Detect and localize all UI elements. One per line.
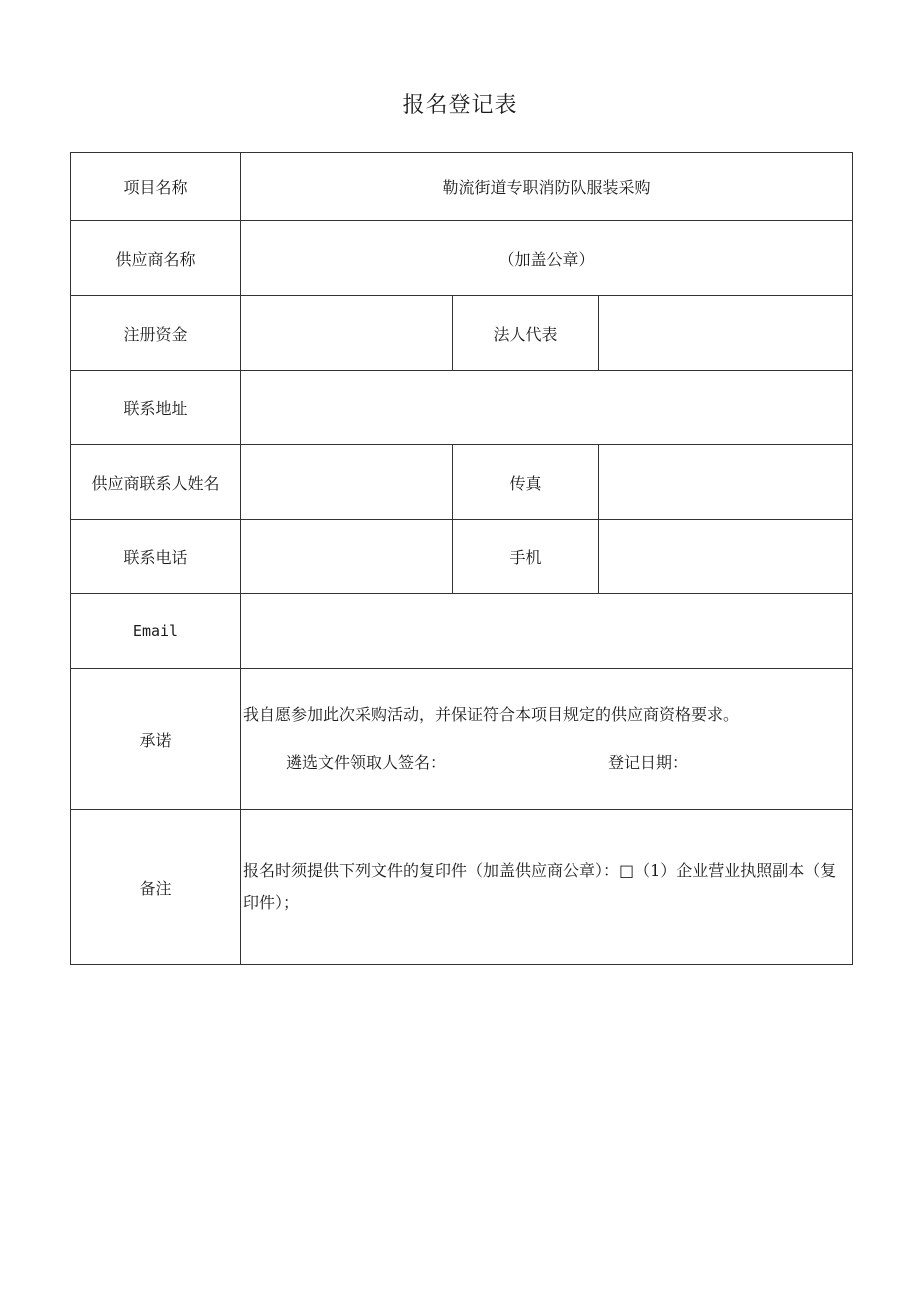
row-capital [71, 296, 853, 371]
pledge-cell [241, 669, 853, 810]
supplier-name-field[interactable]: （加盖公章） [241, 221, 853, 296]
registration-date-label: 登记日期： [608, 753, 689, 772]
row-contact [71, 445, 853, 520]
pledge-label: 承诺 [71, 669, 241, 810]
remarks-cell [241, 810, 853, 965]
legal-rep-field[interactable] [599, 296, 853, 371]
mobile-label: 手机 [453, 520, 599, 594]
mobile-field[interactable] [599, 520, 853, 594]
phone-label: 联系电话 [71, 520, 241, 594]
email-label: Email [71, 594, 241, 669]
fax-field[interactable] [599, 445, 853, 520]
row-email [71, 594, 853, 669]
address-field[interactable] [241, 371, 853, 445]
pledge-text: 我自愿参加此次采购活动，并保证符合本项目规定的供应商资格要求。 [243, 705, 740, 724]
legal-rep-label: 法人代表 [453, 296, 599, 371]
email-field[interactable] [241, 594, 853, 669]
remarks-label: 备注 [71, 810, 241, 965]
registration-form-table [70, 152, 853, 965]
registered-capital-field[interactable] [241, 296, 453, 371]
address-label: 联系地址 [71, 371, 241, 445]
project-name-label: 项目名称 [71, 153, 241, 221]
contact-name-field[interactable] [241, 445, 453, 520]
phone-field[interactable] [241, 520, 453, 594]
row-project-name [71, 153, 853, 221]
row-phone [71, 520, 853, 594]
fax-label: 传真 [453, 445, 599, 520]
signature-label: 遴选文件领取人签名： [286, 753, 447, 772]
remarks-text: 报名时须提供下列文件的复印件（加盖供应商公章）：□（1）企业营业执照副本（复印件）； [243, 861, 837, 912]
contact-name-label: 供应商联系人姓名 [71, 445, 241, 520]
page-title: 报名登记表 [402, 93, 518, 118]
row-supplier-name [71, 221, 853, 296]
project-name-value: 勒流街道专职消防队服装采购 [241, 153, 853, 221]
row-pledge [71, 669, 853, 810]
registered-capital-label: 注册资金 [71, 296, 241, 371]
supplier-name-label: 供应商名称 [71, 221, 241, 296]
signature-row [241, 750, 852, 776]
row-address [71, 371, 853, 445]
row-remarks [71, 810, 853, 965]
